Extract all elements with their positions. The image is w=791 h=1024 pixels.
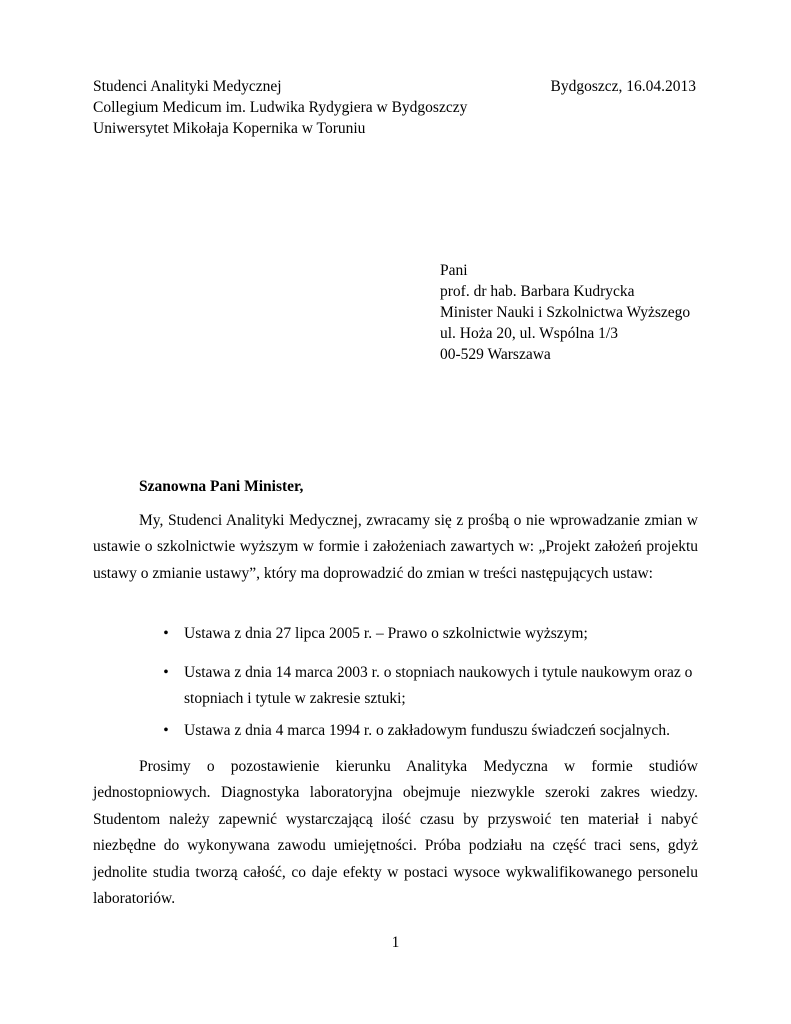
bullet-icon: • bbox=[163, 625, 169, 642]
sender-line-1: Studenci Analityki Medycznej bbox=[93, 78, 282, 95]
sender-line-3: Uniwersytet Mikołaja Kopernika w Toruniu bbox=[93, 120, 366, 137]
recipient-line-4: ul. Hoża 20, ul. Wspólna 1/3 bbox=[440, 325, 618, 342]
list-item bbox=[160, 621, 705, 647]
list-item bbox=[160, 660, 705, 713]
list-item-text: Ustawa z dnia 14 marca 2003 r. o stopniach naukowych i tytule naukowym oraz o stopniach i tytule w zakresie sztuki; bbox=[184, 664, 693, 708]
letter-date: Bydgoszcz, 16.04.2013 bbox=[550, 78, 696, 95]
list-item-text: Ustawa z dnia 27 lipca 2005 r. – Prawo o szkolnictwie wyższym; bbox=[184, 625, 588, 642]
page-number: 1 bbox=[391, 934, 400, 951]
bullet-icon: • bbox=[163, 722, 169, 739]
list-item-text: Ustawa z dnia 4 marca 1994 r. o zakładowym funduszu świadczeń socjalnych. bbox=[184, 722, 670, 739]
sender-line-2: Collegium Medicum im. Ludwika Rydygiera w Bydgoszczy bbox=[93, 99, 468, 116]
recipient-line-1: Pani bbox=[440, 262, 468, 279]
recipient-line-2: prof. dr hab. Barbara Kudrycka bbox=[440, 283, 635, 300]
recipient-line-5: 00-529 Warszawa bbox=[440, 346, 551, 363]
recipient-line-3: Minister Nauki i Szkolnictwa Wyższego bbox=[440, 304, 691, 321]
paragraph-2: Prosimy o pozostawienie kierunku Analityka Medyczna w formie studiów jednostopniowych. Diagnostyka laboratoryjna obejmuje niezwykle szeroki zakres wiedzy. Studentom należy zapewnić wystarczającą ilość czasu by przyswoić ten materiał i nabyć niezbędne do wykonywana zawodu umiejętności. Próba podziału na część traci sens, gdyż jednolite studia tworzą całość, co daje efekty w postaci wysoce wykwalifikowanego personelu laboratoriów. bbox=[93, 758, 698, 908]
paragraph-1: My, Studenci Analityki Medycznej, zwracamy się z prośbą o nie wprowadzanie zmian w ustawie o szkolnictwie wyższym w formie i założeniach zawartych w: „Projekt założeń projektu ustawy o zmianie ustawy”, który ma doprowadzić do zmian w treści następujących ustaw: bbox=[93, 512, 698, 582]
list-item bbox=[160, 718, 705, 744]
bullet-icon: • bbox=[163, 664, 169, 681]
salutation: Szanowna Pani Minister, bbox=[139, 478, 304, 495]
